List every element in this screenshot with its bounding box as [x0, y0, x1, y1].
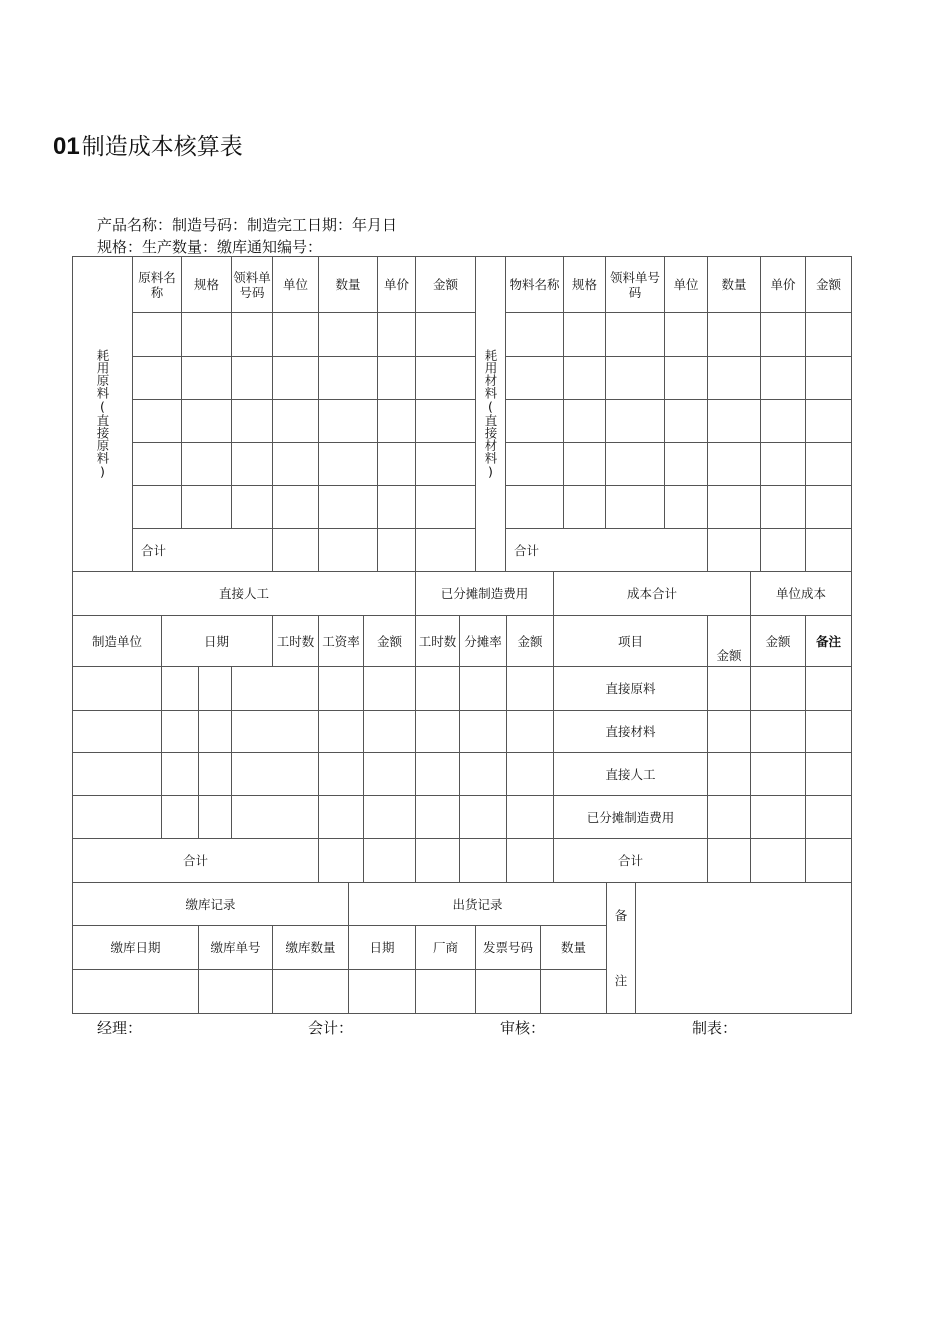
shipping-record-header: 出货记录 [349, 883, 607, 926]
remark-cell[interactable] [806, 667, 852, 711]
storage-shipping-header: 缴库日期 [73, 926, 199, 970]
labor-subheader: 工时数 [416, 616, 460, 667]
raw-material-cell[interactable] [133, 486, 182, 529]
signature-preparer: 制表： [692, 1019, 738, 1037]
storage-shipping-cell[interactable] [476, 970, 541, 1014]
raw-material-cell[interactable] [133, 400, 182, 443]
cost-item-amount[interactable] [708, 796, 751, 839]
material-cell[interactable] [564, 400, 606, 443]
raw-material-cell[interactable] [416, 357, 476, 400]
raw-material-cell[interactable] [273, 400, 319, 443]
labor-subheader: 工资率 [319, 616, 364, 667]
labor-subheader: 项目 [554, 616, 708, 667]
labor-total-cell[interactable] [319, 839, 364, 883]
raw-material-cell[interactable] [182, 357, 232, 400]
raw-material-cell[interactable] [182, 400, 232, 443]
raw-material-cell[interactable] [133, 357, 182, 400]
raw-material-cell[interactable] [232, 443, 273, 486]
raw-material-cell[interactable] [416, 443, 476, 486]
labor-cell[interactable] [199, 711, 232, 753]
unit-cost-amount[interactable] [751, 667, 806, 711]
material-cell[interactable] [665, 357, 708, 400]
material-cell[interactable] [806, 400, 852, 443]
material-cell[interactable] [564, 313, 606, 357]
labor-total-cell[interactable] [364, 839, 416, 883]
storage-shipping-cell[interactable] [199, 970, 273, 1014]
labor-total-cell[interactable] [507, 839, 554, 883]
raw-material-cell[interactable] [273, 357, 319, 400]
material-cell[interactable] [806, 313, 852, 357]
material-cell[interactable] [606, 486, 665, 529]
signature-manager: 经理： [97, 1019, 143, 1037]
material-cell[interactable] [665, 443, 708, 486]
material-cell[interactable] [761, 400, 806, 443]
labor-cell[interactable] [319, 753, 364, 796]
material-cell[interactable] [506, 486, 564, 529]
raw-material-cell[interactable] [378, 443, 416, 486]
remark-label-bottom: 注 [614, 973, 628, 988]
material-cell[interactable] [506, 357, 564, 400]
cost-total-cell[interactable] [806, 839, 852, 883]
material-cell[interactable] [708, 443, 761, 486]
material-cell[interactable] [806, 443, 852, 486]
storage-shipping-cell[interactable] [273, 970, 349, 1014]
signature-accountant: 会计： [308, 1019, 354, 1037]
raw-material-header: 单价 [378, 257, 416, 313]
material-cell[interactable] [606, 443, 665, 486]
labor-cell[interactable] [162, 711, 199, 753]
raw-material-header: 领料单号码 [232, 257, 273, 313]
storage-shipping-header: 缴库单号 [199, 926, 273, 970]
raw-material-cell[interactable] [133, 313, 182, 357]
material-header: 单价 [761, 257, 806, 313]
remark-area[interactable] [636, 883, 852, 1014]
material-cell[interactable] [761, 313, 806, 357]
raw-material-cell[interactable] [319, 357, 378, 400]
raw-material-cell[interactable] [273, 443, 319, 486]
cost-item-label: 已分摊制造费用 [554, 796, 708, 839]
storage-shipping-header: 日期 [349, 926, 416, 970]
material-header: 单位 [665, 257, 708, 313]
material-header: 金额 [806, 257, 852, 313]
material-cell[interactable] [708, 357, 761, 400]
unit-cost-amount[interactable] [751, 796, 806, 839]
raw-material-cell[interactable] [232, 486, 273, 529]
cost-total-cell[interactable] [708, 839, 751, 883]
raw-material-cell[interactable] [416, 400, 476, 443]
labor-subheader: 备注 [806, 616, 852, 667]
labor-cell[interactable] [199, 753, 232, 796]
labor-cell[interactable] [460, 711, 507, 753]
labor-subheader: 金额 [708, 616, 751, 667]
labor-cell[interactable] [319, 667, 364, 711]
raw-material-cell[interactable] [232, 400, 273, 443]
material-total-cell[interactable] [761, 529, 806, 572]
raw-material-cell[interactable] [182, 443, 232, 486]
cost-item-amount[interactable] [708, 711, 751, 753]
raw-material-total-cell[interactable] [319, 529, 378, 572]
labor-cell[interactable] [319, 711, 364, 753]
allocated-overhead-header: 已分摊制造费用 [416, 572, 554, 616]
labor-cell[interactable] [416, 667, 460, 711]
labor-subheader: 金额 [751, 616, 806, 667]
product-info-line: 产品名称：制造号码：制造完工日期：年月日 [97, 216, 398, 234]
material-cell[interactable] [606, 313, 665, 357]
storage-record-header: 缴库记录 [73, 883, 349, 926]
raw-material-header: 原料名称 [133, 257, 182, 313]
labor-cell[interactable] [73, 711, 162, 753]
material-header: 数量 [708, 257, 761, 313]
raw-material-cell[interactable] [378, 400, 416, 443]
spec-info-line: 规格：生产数量：缴库通知编号： [97, 238, 323, 256]
material-cell[interactable] [708, 486, 761, 529]
raw-material-cell[interactable] [416, 313, 476, 357]
materials-table [72, 256, 852, 572]
labor-cell[interactable] [232, 753, 319, 796]
labor-cell[interactable] [73, 753, 162, 796]
signature-auditor: 审核： [500, 1019, 546, 1037]
storage-shipping-table [72, 882, 852, 1014]
direct-labor-header: 直接人工 [73, 572, 416, 616]
raw-material-total-cell[interactable] [416, 529, 476, 572]
raw-material-cell[interactable] [273, 313, 319, 357]
labor-cell[interactable] [162, 796, 199, 839]
material-cell[interactable] [806, 486, 852, 529]
material-header: 规格 [564, 257, 606, 313]
cost-item-label: 直接原料 [554, 667, 708, 711]
labor-cell[interactable] [460, 667, 507, 711]
remark-cell[interactable] [806, 711, 852, 753]
material-cell[interactable] [761, 486, 806, 529]
cost-item-label: 直接材料 [554, 711, 708, 753]
labor-cell[interactable] [162, 667, 199, 711]
labor-total-cell[interactable] [416, 839, 460, 883]
labor-cell[interactable] [364, 753, 416, 796]
raw-material-section-label: 耗用原料(直接原料) [73, 257, 133, 572]
material-cell[interactable] [506, 313, 564, 357]
raw-material-cell[interactable] [378, 313, 416, 357]
labor-cell[interactable] [416, 753, 460, 796]
material-total-label: 合计 [506, 529, 708, 572]
labor-cell[interactable] [460, 796, 507, 839]
labor-cell[interactable] [73, 667, 162, 711]
material-cell[interactable] [665, 313, 708, 357]
material-cell[interactable] [665, 400, 708, 443]
labor-subheader: 金额 [507, 616, 554, 667]
raw-material-cell[interactable] [232, 313, 273, 357]
raw-material-cell[interactable] [416, 486, 476, 529]
labor-cell[interactable] [232, 711, 319, 753]
storage-shipping-header: 数量 [541, 926, 607, 970]
raw-material-cell[interactable] [182, 486, 232, 529]
labor-total-cell[interactable] [460, 839, 507, 883]
labor-cell[interactable] [416, 711, 460, 753]
labor-cell[interactable] [507, 711, 554, 753]
material-cell[interactable] [606, 400, 665, 443]
material-cell[interactable] [564, 486, 606, 529]
labor-cell[interactable] [416, 796, 460, 839]
material-cell[interactable] [761, 443, 806, 486]
raw-material-cell[interactable] [273, 486, 319, 529]
storage-shipping-cell[interactable] [349, 970, 416, 1014]
labor-cell[interactable] [507, 753, 554, 796]
remark-label [607, 883, 636, 1014]
unit-cost-amount[interactable] [751, 711, 806, 753]
cost-item-amount[interactable] [708, 753, 751, 796]
cost-item-label: 直接人工 [554, 753, 708, 796]
labor-subheader: 日期 [162, 616, 273, 667]
raw-material-cell[interactable] [319, 443, 378, 486]
raw-material-cell[interactable] [133, 443, 182, 486]
cost-total-header: 成本合计 [554, 572, 751, 616]
labor-cell[interactable] [507, 667, 554, 711]
title-number: 01 [53, 133, 80, 160]
material-cell[interactable] [606, 357, 665, 400]
raw-material-cell[interactable] [182, 313, 232, 357]
material-section-label: 耗用材料(直接材料) [476, 257, 506, 572]
labor-cell[interactable] [364, 796, 416, 839]
labor-cell[interactable] [162, 753, 199, 796]
raw-material-header: 数量 [319, 257, 378, 313]
labor-overhead-table [72, 571, 852, 883]
raw-material-header: 规格 [182, 257, 232, 313]
raw-material-total-cell[interactable] [378, 529, 416, 572]
cost-total-cell[interactable] [751, 839, 806, 883]
material-cell[interactable] [806, 357, 852, 400]
labor-cell[interactable] [199, 796, 232, 839]
remark-label-top: 备 [614, 908, 628, 923]
labor-cell[interactable] [364, 667, 416, 711]
title-text: 制造成本核算表 [81, 134, 243, 160]
storage-shipping-cell[interactable] [541, 970, 607, 1014]
storage-shipping-header: 厂商 [416, 926, 476, 970]
labor-total-label: 合计 [73, 839, 319, 883]
material-cell[interactable] [761, 357, 806, 400]
raw-material-header: 单位 [273, 257, 319, 313]
labor-cell[interactable] [319, 796, 364, 839]
material-cell[interactable] [506, 443, 564, 486]
storage-shipping-cell[interactable] [73, 970, 199, 1014]
material-header: 物料名称 [506, 257, 564, 313]
labor-cell[interactable] [199, 667, 232, 711]
cost-total-label: 合计 [554, 839, 708, 883]
unit-cost-amount[interactable] [751, 753, 806, 796]
labor-cell[interactable] [232, 667, 319, 711]
remark-cell[interactable] [806, 753, 852, 796]
raw-material-cell[interactable] [319, 400, 378, 443]
raw-material-total-cell[interactable] [273, 529, 319, 572]
material-cell[interactable] [564, 357, 606, 400]
labor-cell[interactable] [460, 753, 507, 796]
labor-subheader: 工时数 [273, 616, 319, 667]
material-total-cell[interactable] [708, 529, 761, 572]
storage-shipping-cell[interactable] [416, 970, 476, 1014]
page-title [53, 128, 243, 161]
material-header: 领料单号码 [606, 257, 665, 313]
material-cell[interactable] [708, 400, 761, 443]
labor-subheader: 金额 [364, 616, 416, 667]
material-total-cell[interactable] [806, 529, 852, 572]
material-cell[interactable] [506, 400, 564, 443]
raw-material-header: 金额 [416, 257, 476, 313]
storage-shipping-header: 发票号码 [476, 926, 541, 970]
raw-material-cell[interactable] [378, 486, 416, 529]
material-cell[interactable] [564, 443, 606, 486]
labor-subheader: 分摊率 [460, 616, 507, 667]
raw-material-cell[interactable] [378, 357, 416, 400]
labor-subheader: 制造单位 [73, 616, 162, 667]
unit-cost-header: 单位成本 [751, 572, 852, 616]
raw-material-total-label: 合计 [133, 529, 273, 572]
raw-material-cell[interactable] [232, 357, 273, 400]
raw-material-cell[interactable] [319, 313, 378, 357]
remark-cell[interactable] [806, 796, 852, 839]
cost-item-amount[interactable] [708, 667, 751, 711]
material-cell[interactable] [665, 486, 708, 529]
labor-cell[interactable] [364, 711, 416, 753]
storage-shipping-header: 缴库数量 [273, 926, 349, 970]
raw-material-cell[interactable] [319, 486, 378, 529]
material-cell[interactable] [708, 313, 761, 357]
labor-cell[interactable] [507, 796, 554, 839]
labor-cell[interactable] [232, 796, 319, 839]
labor-cell[interactable] [73, 796, 162, 839]
